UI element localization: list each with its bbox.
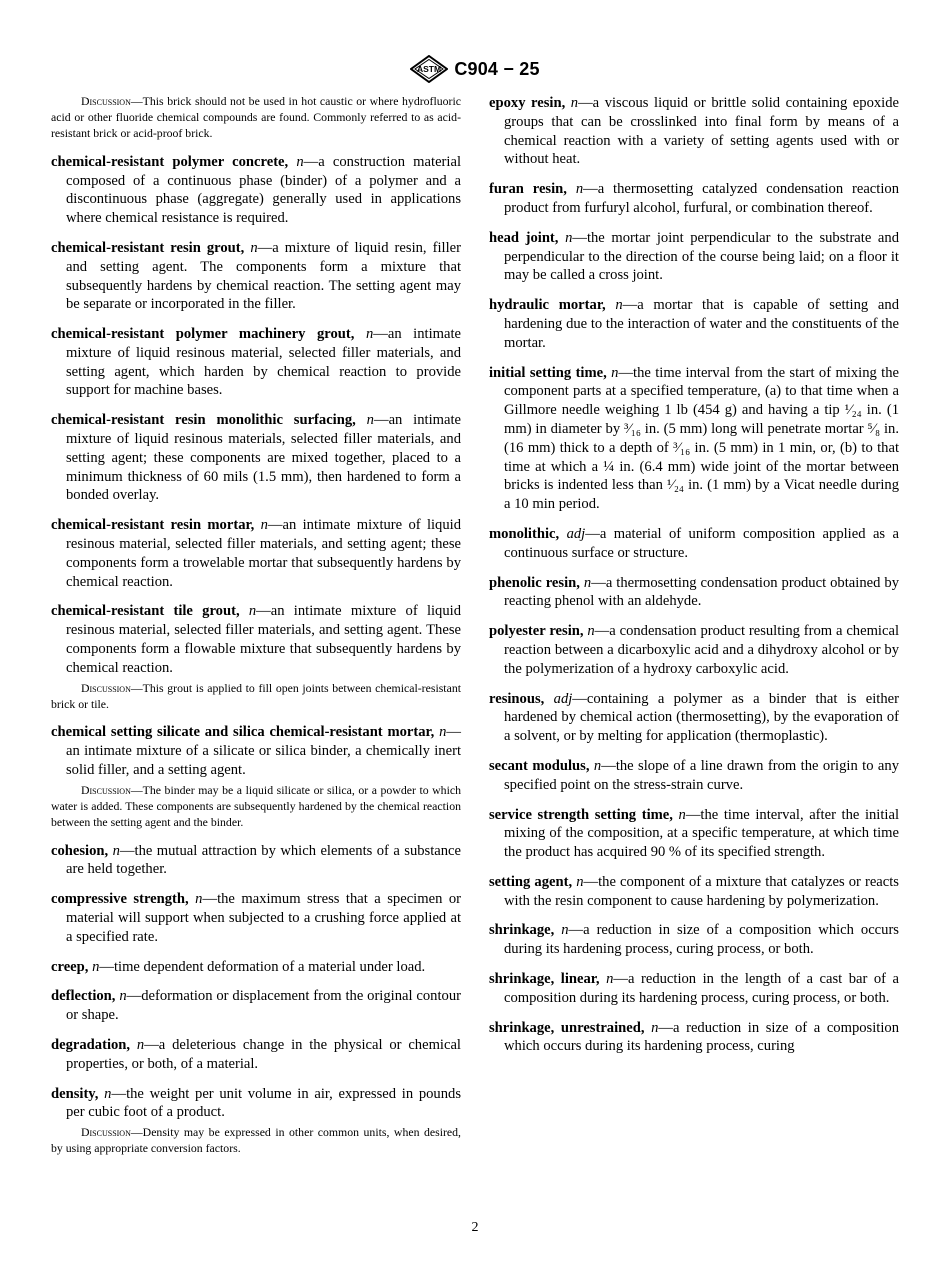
discussion-text: —This brick should not be used in hot caustic or where hydrofluoric acid or other fluoride chemical compounds are found. Commonly referred to as acid-resistant brick or acid-proof brick. (51, 94, 461, 140)
definition: —containing a polymer as a binder that is either hardened by chemical action (thermosetting), by the evaporation of a solvent, or by melting for application (thermoplastic). (504, 690, 899, 745)
part-of-speech: n (439, 724, 447, 741)
discussion-note (51, 94, 461, 142)
part-of-speech: n (678, 806, 686, 823)
definition: —an intimate mixture of a silicate or silica binder, a chemically inert solid filler, and a setting agent. (66, 724, 461, 779)
right-column (489, 94, 899, 1067)
term: initial setting time, (489, 364, 607, 381)
discussion-label: Discussion (81, 782, 131, 797)
part-of-speech: n (136, 1036, 145, 1053)
term-entry-phenolic-resin (489, 574, 899, 612)
term-entry-degradation (51, 1036, 461, 1074)
part-of-speech: n (260, 517, 268, 534)
term-entry-monolithic (489, 525, 899, 563)
definition: —time dependent deformation of a material under load. (99, 958, 426, 975)
term-entry-chemical-resistant-polymer-machinery-grout (51, 325, 461, 400)
term: chemical-resistant resin monolithic surfacing, (51, 412, 356, 429)
term: head joint, (489, 229, 559, 246)
term-entry-shrinkage-linear (489, 970, 899, 1008)
term: density, (51, 1085, 99, 1102)
part-of-speech: n (365, 326, 374, 343)
term-entry-creep (51, 958, 461, 977)
part-of-speech: adj (553, 690, 573, 707)
term-entry-furan-resin (489, 180, 899, 218)
astm-logo-icon (410, 55, 448, 83)
part-of-speech: n (112, 842, 120, 859)
term: cohesion, (51, 842, 109, 859)
definition: —a thermosetting catalyzed condensation reaction product from furfuryl alcohol, furfural, or combination thereof. (504, 181, 899, 216)
term: creep, (51, 958, 89, 975)
definition: —a reduction in the length of a cast bar of a composition during its hardening process, curing process, or both. (504, 971, 899, 1006)
part-of-speech: n (570, 95, 579, 111)
term-entry-chemical-resistant-polymer-concrete (51, 153, 461, 228)
definition: —an intimate mixture of liquid resinous material, selected filler materials, and setting agent. These components form a flowable mixture that subsequently hardens by chemical reaction. (66, 603, 461, 676)
discussion-text: —Density may be expressed in other common units, when desired, by using appropriate conversion factors. (51, 1125, 461, 1156)
part-of-speech: n (248, 603, 257, 620)
term: monolithic, (489, 525, 560, 542)
part-of-speech: n (250, 239, 258, 256)
part-of-speech: n (575, 181, 584, 198)
part-of-speech: n (583, 574, 592, 591)
discussion-label: Discussion (81, 94, 131, 108)
term: chemical-resistant resin grout, (51, 239, 245, 256)
term-entry-chemical-resistant-resin-monolithic-surfacing (51, 411, 461, 505)
definition: —a material of uniform composition applied as a continuous surface or structure. (504, 525, 899, 561)
part-of-speech: adj (566, 525, 586, 542)
part-of-speech: n (576, 873, 584, 890)
part-of-speech: n (296, 153, 304, 170)
definition: —a construction material composed of a continuous phase (binder) of a polymer and a discontinuous phase (aggregate) generally used in applications where chemical resistance is required. (66, 153, 461, 227)
definition: —a deleterious change in the physical or chemical properties, or both, of a material. (66, 1036, 461, 1072)
definition: —the weight per unit volume in air, expressed in pounds per cubic foot of a product. (66, 1085, 461, 1121)
term-entry-resinous (489, 690, 899, 746)
term: compressive strength, (51, 891, 189, 908)
term-entry-secant-modulus (489, 757, 899, 795)
part-of-speech: n (606, 971, 614, 988)
definition: —an intimate mixture of liquid resinous material, selected filler materials, and setting agent; these components form a trowelable mortar that subsequently hardens by chemical reaction. (66, 517, 461, 590)
term: hydraulic mortar, (489, 297, 606, 314)
definition: —the time interval, after the initial mixing of the composition, at a specific temperature, at which time the product has acquired 90 % of its specified strength. (504, 806, 899, 861)
left-column (51, 94, 461, 1168)
term-entry-cohesion (51, 842, 461, 880)
definition: —the mutual attraction by which elements of a substance are held together. (66, 842, 461, 878)
term: epoxy resin, (489, 95, 566, 111)
definition: —the component of a mixture that catalyzes or reacts with the resin component to cause hardening by polymerization. (504, 873, 899, 909)
term-entry-chemical-resistant-resin-mortar (51, 516, 461, 591)
definition: —a mortar that is capable of setting and hardening due to the interaction of water and the constituents of the mortar. (504, 297, 900, 351)
term-entry-epoxy-resin (489, 94, 899, 169)
definition: —a viscous liquid or brittle solid containing epoxide groups that can be crosslinked into final form by means of a chemical reaction with a variety of setting agents used with or without heat. (504, 95, 899, 168)
term-entry-shrinkage-unrestrained (489, 1019, 899, 1057)
part-of-speech: n (92, 958, 100, 975)
definition: —an intimate mixture of liquid resinous material, selected filler materials, and setting agent, which harden by chemical reaction to provide support for machine bases. (66, 326, 461, 399)
term: chemical-resistant polymer machinery grout, (51, 326, 355, 343)
term: chemical-resistant resin mortar, (51, 517, 255, 534)
definition: —a reduction in size of a composition which occurs during its hardening process, curing process, or both. (504, 922, 899, 958)
definition: —the mortar joint perpendicular to the substrate and perpendicular to the direction of the course being laid; on a floor it may be called a cross joint. (504, 229, 899, 284)
term-entry-chemical-setting-silicate-and-silica-chemical-resistant-mortar (51, 723, 461, 779)
term-entry-density (51, 1085, 461, 1123)
term: degradation, (51, 1036, 131, 1053)
discussion-label: Discussion (81, 680, 131, 695)
term-entry-hydraulic-mortar (489, 296, 899, 352)
discussion-note (51, 1125, 461, 1157)
part-of-speech: n (565, 229, 573, 246)
term: shrinkage, unrestrained, (489, 1019, 645, 1036)
definition: —a condensation product resulting from a chemical reaction between a dicarboxylic acid and a dihydroxy alcohol or by the polymerization of a hydroxy carboxylic acid. (504, 623, 899, 677)
term: chemical-resistant polymer concrete, (51, 153, 289, 170)
term-entry-head-joint (489, 229, 899, 285)
standard-designation: C904 − 25 (454, 58, 540, 79)
term-entry-deflection (51, 987, 461, 1025)
discussion-text: —This grout is applied to fill open joints between chemical-resistant brick or tile. (51, 680, 461, 711)
term-entry-chemical-resistant-tile-grout (51, 602, 461, 677)
logo-text: ASTM (417, 64, 442, 74)
discussion-text: —The binder may be a liquid silicate or silica, or a powder to which water is added. These components are subsequently hardened by the chemical reaction between the setting agent and the binder. (51, 782, 461, 829)
definition: —a reduction in size of a composition which occurs during its hardening process, curing (504, 1019, 899, 1055)
definition: —the maximum stress that a specimen or material will support when subjected to a crushing force applied at a specified rate. (66, 891, 462, 945)
term: polyester resin, (489, 623, 584, 640)
term: resinous, (489, 690, 545, 707)
part-of-speech: n (615, 297, 623, 314)
term: phenolic resin, (489, 574, 580, 591)
page-header (0, 54, 950, 84)
term-entry-compressive-strength (51, 890, 461, 946)
part-of-speech: n (104, 1085, 112, 1102)
term-entry-polyester-resin (489, 622, 899, 678)
part-of-speech: n (587, 623, 595, 640)
term: shrinkage, (489, 922, 555, 939)
part-of-speech: n (195, 891, 203, 908)
part-of-speech: n (611, 364, 619, 381)
definition: —deformation or displacement from the original contour or shape. (66, 988, 461, 1024)
part-of-speech: n (561, 922, 569, 939)
term: setting agent, (489, 873, 573, 890)
definition: —an intimate mixture of liquid resinous materials, selected filler materials, and setting agent; these components are mixed together, placed to a minimum thickness of 60 mils (1.5 mm), then hardened to form a bonded overlay. (66, 412, 462, 504)
term: furan resin, (489, 181, 567, 198)
term: chemical-resistant tile grout, (51, 603, 240, 620)
term: chemical setting silicate and silica chemical-resistant mortar, (51, 724, 435, 741)
part-of-speech: n (119, 988, 127, 1005)
term-entry-service-strength-setting-time (489, 806, 899, 862)
term-entry-chemical-resistant-resin-grout (51, 239, 461, 314)
definition: —the time interval from the start of mixing the component parts at a specified temperature, (a) to that time when a Gillmore needle weighing 1 lb (454 g) and having a tip ¹⁄₂₄ in. (1 mm) in diameter by ³⁄₁₆ in. (5 mm) long will penetrate mortar ⁵⁄₈ in. (16 mm) thick to a depth of ³⁄₁₆ in. (5 mm) in 1 min, or, (b) to that time at which a ¼ in. (6.4 mm) wide joint of the mortar between bricks is indented less than ¹⁄₂₄ in. (1 mm) by a Vicat needle during a 10 min period. (504, 364, 899, 513)
part-of-speech: n (651, 1019, 659, 1036)
term-entry-setting-agent (489, 873, 899, 911)
definition: —a thermosetting condensation product obtained by reacting phenol with an aldehyde. (504, 574, 899, 610)
term: service strength setting time, (489, 806, 673, 823)
term: shrinkage, linear, (489, 971, 600, 988)
term: secant modulus, (489, 757, 590, 774)
term: deflection, (51, 988, 116, 1005)
discussion-note (51, 783, 461, 831)
discussion-label: Discussion (81, 1125, 131, 1140)
definition: —the slope of a line drawn from the origin to any specified point on the stress-strain curve. (504, 757, 899, 793)
part-of-speech: n (593, 757, 602, 774)
discussion-note (51, 681, 461, 713)
part-of-speech: n (366, 412, 374, 429)
term-entry-shrinkage (489, 921, 899, 959)
term-entry-initial-setting-time (489, 364, 899, 514)
definition: —a mixture of liquid resin, filler and setting agent. The components form a mixture that subsequently hardens by chemical reaction. The setting agent may be separate or incorporated in the filler. (66, 239, 461, 313)
page-number: 2 (471, 1220, 479, 1235)
